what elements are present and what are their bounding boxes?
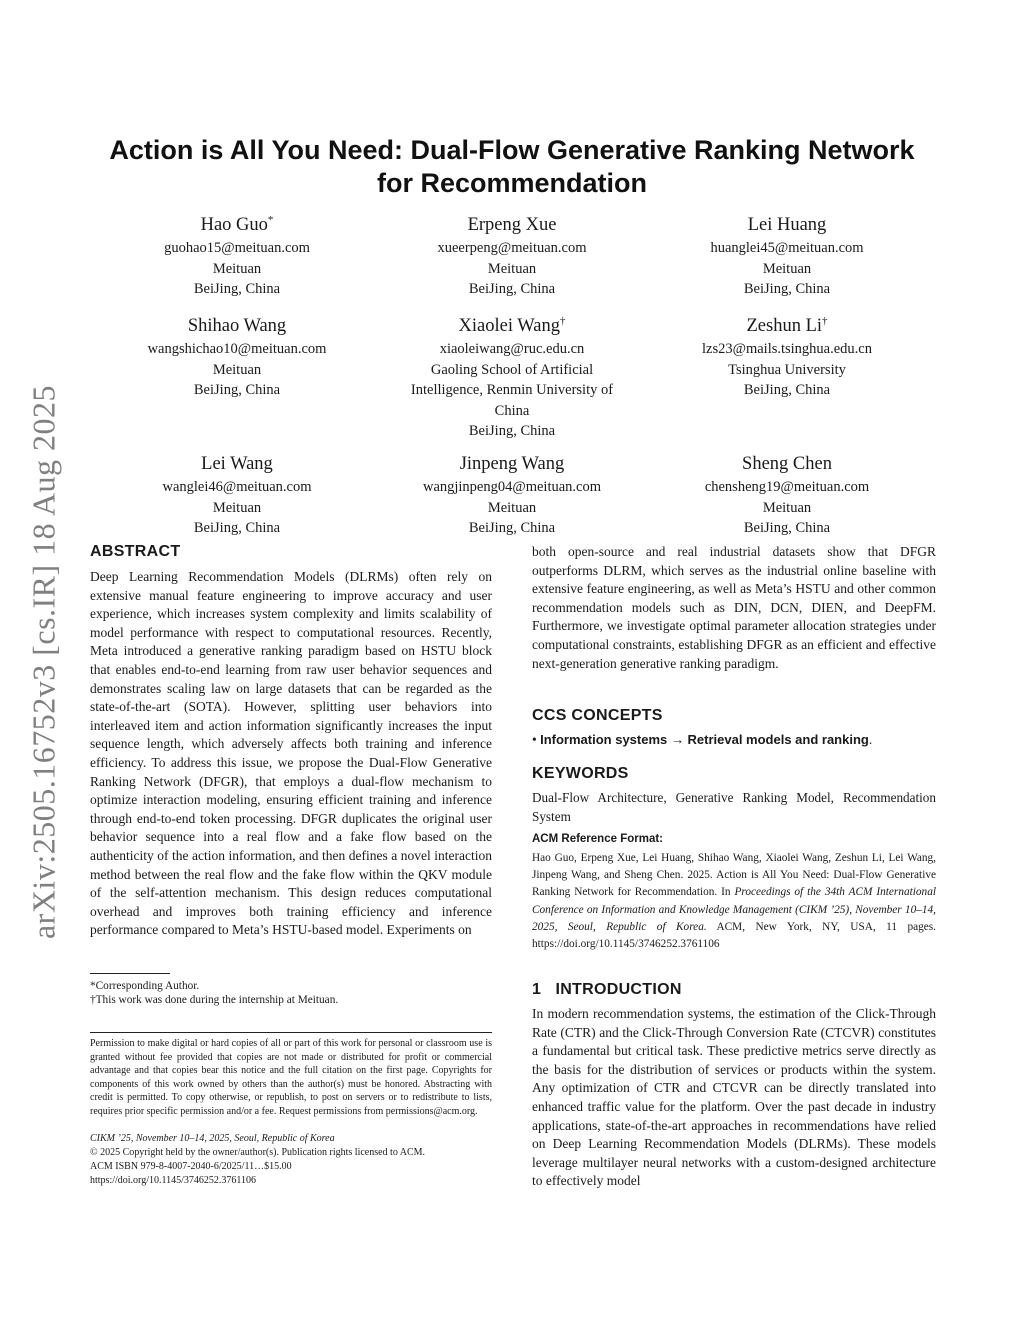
acm-reference-heading: ACM Reference Format: [532,833,663,845]
author-name: Jinpeng Wang [459,454,565,475]
permission-isbn: ACM ISBN 979-8-4007-2040-6/2025/11…$15.00 [90,1161,292,1172]
author-name: Shihao Wang [187,316,287,337]
author-name: Zeshun Li [746,316,823,337]
author-name: Erpeng Xue [467,215,557,236]
acm-reference-text: Hao Guo, Erpeng Xue, Lei Huang, Shihao Wang, Xiaolei Wang, Zeshun Li, Lei Wang, Jinpeng Wang, and Sheng Chen. 2025. Action is All You Need: Dual-Flow Generative Ranking Network for Recommendation. In Proceedings of the 34th ACM International Conference on Information and Knowledge Management (CIKM ’25), November 10–14, 2025, Seoul, Republic of Korea. ACM, New York, NY, USA, 11 pages. https://doi.org/10.1145/3746252.3761106 [532,852,936,951]
title-line-2: for Recommendation [376,168,648,198]
bullet-icon: • [532,732,537,747]
author-name: Xiaolei Wang [458,316,560,337]
author-affiliation: Meituan [212,361,262,378]
arrow-icon: → [670,732,685,747]
ccs-sub-concept: Retrieval models and ranking [687,732,869,747]
author-mark: * [267,214,274,226]
author-affiliation: Meituan [212,499,262,516]
author-affiliation: Tsinghua University [728,361,846,378]
author-block [97,309,377,401]
author-email: wangshichao10@meituan.com [147,341,327,358]
footnote-internship: †This work was done during the internship at Meituan. [90,994,339,1006]
author-location: BeiJing, China [468,423,556,440]
author-name: Lei Wang [201,454,273,475]
author-affiliation: Intelligence, Renmin University of [410,382,614,399]
author-location: BeiJing, China [743,520,831,537]
author-affiliation: Meituan [762,260,812,277]
author-affiliation: Gaoling School of Artificial [430,361,594,378]
author-block [372,208,652,300]
author-location: BeiJing, China [743,281,831,298]
ccs-heading: CCS CONCEPTS [532,707,663,724]
author-block [647,309,927,401]
permission-copyright: © 2025 Copyright held by the owner/author(s). Publication rights licensed to ACM. [90,1147,426,1158]
author-location: BeiJing, China [468,520,556,537]
keywords-text: Dual-Flow Architecture, Generative Ranking Model, Recommendation System [532,790,936,824]
permission-doi: https://doi.org/10.1145/3746252.3761106 [90,1175,257,1186]
author-affiliation: Meituan [487,260,537,277]
arxiv-stamp: arXiv:2505.16752v3 [cs.IR] 18 Aug 2025 [25,384,62,940]
abstract-heading: ABSTRACT [90,543,181,560]
ccs-concept: Information systems [540,732,668,747]
author-block [647,447,927,539]
author-mark: † [822,315,828,327]
author-email: chensheng19@meituan.com [704,479,870,496]
intro-text: In modern recommendation systems, the estimation of the Click-Through Rate (CTR) and the Click-Through Conversion Rate (CTCVR) constitutes a fundamental but critical task. These predictive metrics serve directly as the basis for the distribution of services or products within the system. Any optimization of CTR and CTCVR can be directly translated into enhanced traffic value for the platform. Over the past decade in industry applications, state-of-the-art approaches in recommendations have relied on Deep Learning Recommendation Models (DLRMs). These models leverage multilayer neural networks with a custom-designed architecture to effectively model [532,1006,936,1189]
author-email: wanglei46@meituan.com [162,479,312,496]
author-location: BeiJing, China [743,382,831,399]
author-affiliation: Meituan [762,499,812,516]
author-email: wangjinpeng04@meituan.com [422,479,602,496]
author-name: Hao Guo [200,215,268,236]
footnote-corresponding: *Corresponding Author. [90,980,200,992]
permission-text: Permission to make digital or hard copies of all or part of this work for personal or classroom use is granted without fee provided that copies are not made or distributed for profit or commercial advantage and that copies bear this notice and the full citation on the first page. Copyrights for components of this work owned by others than the author(s) must be honored. Abstracting with credit is permitted. To copy otherwise, or republish, to post on servers or to redistribute to lists, requires prior specific permission and/or a fee. Request permissions from permissions@acm.org. [90,1038,492,1117]
author-affiliation: Meituan [212,260,262,277]
author-affiliation: China [494,402,530,419]
author-location: BeiJing, China [193,520,281,537]
author-block [97,447,377,539]
author-block [647,208,927,300]
author-location: BeiJing, China [468,281,556,298]
paper-title [90,134,934,200]
title-line-1: Action is All You Need: Dual-Flow Generative Ranking Network [109,135,915,165]
intro-heading [532,981,682,999]
abstract-text-continued: both open-source and real industrial datasets show that DFGR outperforms DLRM, which serves as the industrial online baseline with extensive feature engineering, as well as Meta’s HSTU and other common recommendation models such as DIN, DCN, DIEN, and DeepFM. Furthermore, we investigate optimal parameter allocation strategies under computational constraints, establishing DFGR as an efficient and effective next-generation generative ranking paradigm. [532,544,936,671]
author-block [372,309,652,442]
permission-venue: CIKM ’25, November 10–14, 2025, Seoul, Republic of Korea [90,1133,335,1144]
author-email: lzs23@mails.tsinghua.edu.cn [701,341,872,358]
author-name: Sheng Chen [742,454,832,475]
author-location: BeiJing, China [193,281,281,298]
author-email: guohao15@meituan.com [164,240,310,257]
author-block [97,208,377,300]
proceedings-title: Proceedings of the 34th ACM International Conference on Information and Knowledge Management (CIKM ’25), November 10–14, 2025, Seoul, Republic of Korea. [532,886,936,933]
section-number: 1 [532,981,542,998]
author-email: xueerpeng@meituan.com [437,240,587,257]
permission-rule [90,1032,492,1033]
author-email: xiaoleiwang@ruc.edu.cn [439,341,585,358]
abstract-text: Deep Learning Recommendation Models (DLRMs) often rely on extensive manual feature engineering to improve accuracy and user experience, which increases system complexity and limits scalability of model performance with respect to computational resources. Recently, Meta introduced a generative ranking paradigm based on HSTU block that enables end-to-end learning from raw user behavior sequences and demonstrates scaling law on large datasets that can be regarded as the state-of-the-art (SOTA). However, splitting user behaviors into interleaved item and action information significantly increases the input sequence length, which adversely affects both training and inference efficiency. To address this issue, we propose the Dual-Flow Generative Ranking Network (DFGR), that employs a dual-flow mechanism to optimize interaction modeling, ensuring efficient training and inference through end-to-end token processing. DFGR duplicates the original user behavior sequence into a real flow and a fake flow based on the authenticity of the action information, and then defines a novel interaction method between the real flow and the fake flow within the QKV module of the self-attention mechanism. This design reduces computational overhead and improves both training efficiency and inference performance compared to Meta’s HSTU-based model. Experiments on [90,569,492,938]
section-title: INTRODUCTION [555,981,682,998]
author-mark: † [559,315,566,327]
ccs-concept-line: • Information systems → Retrieval models and ranking. [532,732,873,747]
author-name: Lei Huang [747,215,827,236]
author-block [372,447,652,539]
author-affiliation: Meituan [487,499,537,516]
keywords-heading: KEYWORDS [532,765,629,782]
author-email: huanglei45@meituan.com [710,240,864,257]
footnote-rule [90,973,170,974]
author-location: BeiJing, China [193,382,281,399]
